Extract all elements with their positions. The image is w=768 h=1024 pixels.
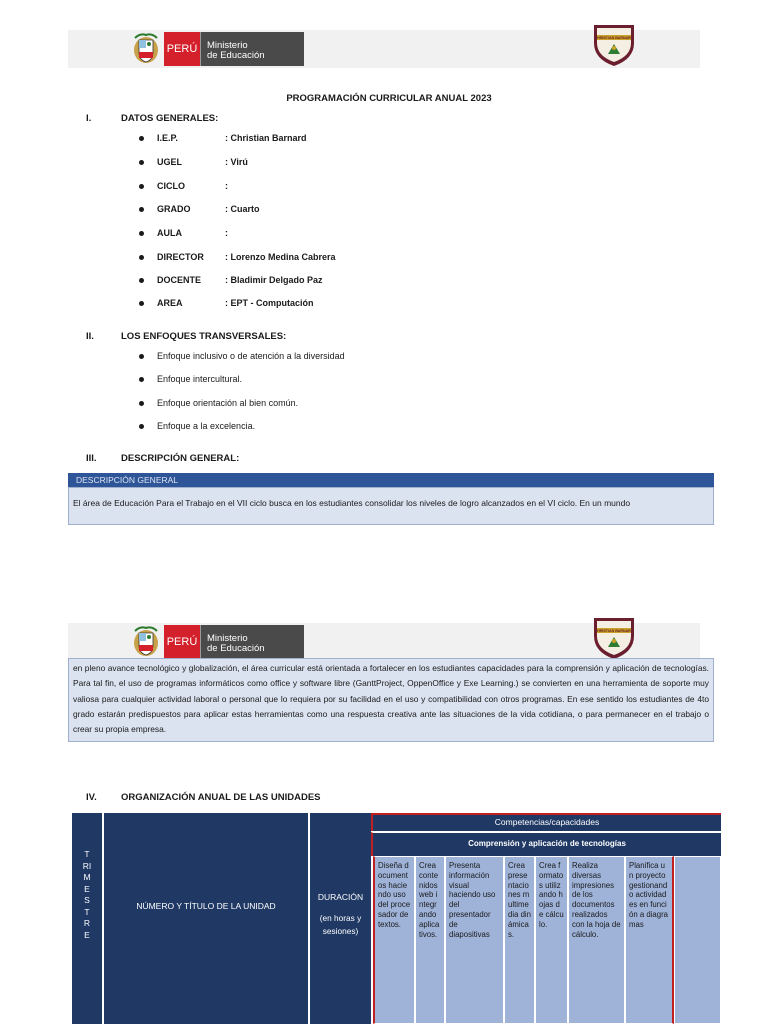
section-3-title: DESCRIPCIÓN GENERAL: — [121, 453, 240, 464]
datos-value: : — [225, 228, 228, 238]
trimestre-header: T RI M E S T R E — [72, 813, 102, 1024]
ministry-logo — [132, 625, 304, 659]
section-4-title: ORGANIZACIÓN ANUAL DE LAS UNIDADES — [121, 792, 321, 803]
ministry-line1: Ministerio — [207, 40, 248, 51]
datos-key: UGEL — [157, 157, 183, 167]
bullet-icon — [139, 184, 144, 189]
section-4-number: IV. — [86, 792, 97, 803]
descripcion-continuation: en pleno avance tecnológico y globalización, el área curricular está orientada a fortalecer en los estudiantes capacidades para la comprensión y aplicación de tecnologías. Para tal fin, el uso de programas informáticos como office y software libre (GanttProject, OppenOffice y Exe Learning.) se convierten en una herramienta de soporte muy valiosa para cualquier actividad laboral o personal que lo requiera por su facilidad en el uso y compatibilidad con otros programas. En ese sentido los estudiantes de 4to grado estarán predispuestos para aplicar estas herramientas como una respuesta creativa ante las situaciones de la vida cotidiana, o para permanecer en el trabajo o crear su propia empresa. — [68, 658, 714, 742]
capacidad-cell: Presenta información visual haciendo uso del presentador de diapositivas — [445, 856, 504, 1024]
school-crest-icon — [591, 615, 637, 661]
section-1-number: I. — [86, 113, 92, 124]
duracion-sub: (en horas y sesiones) — [319, 913, 362, 936]
competencias-header: Competencias/capacidades — [371, 813, 721, 831]
capacidad-cell: Crea presentaciones multimedia dinámicas. — [504, 856, 535, 1024]
peru-label: PERÚ — [164, 32, 200, 66]
datos-key: DOCENTE — [157, 275, 202, 285]
bullet-icon — [139, 424, 144, 429]
bullet-icon — [139, 136, 144, 141]
bullet-icon — [139, 160, 144, 165]
bullet-icon — [139, 301, 144, 306]
enfoque-text: Enfoque intercultural. — [157, 374, 243, 384]
school-crest-icon — [591, 22, 637, 68]
capacidad-cell-empty — [674, 856, 721, 1024]
enfoque-text: Enfoque a la excelencia. — [157, 421, 256, 431]
section-1-title: DATOS GENERALES: — [121, 113, 219, 124]
bullet-icon — [139, 278, 144, 283]
datos-value: : — [225, 181, 228, 191]
ministry-logo — [132, 32, 304, 66]
peru-label: PERÚ — [164, 625, 200, 659]
competencia-name: Comprensión y aplicación de tecnologías — [371, 832, 721, 856]
bullet-icon — [139, 377, 144, 382]
bullet-icon — [139, 231, 144, 236]
unidad-header-label: NÚMERO Y TÍTULO DE LA UNIDAD — [136, 901, 276, 911]
datos-key: CICLO — [157, 181, 185, 191]
bullet-icon — [139, 255, 144, 260]
enfoque-text: Enfoque inclusivo o de atención a la diversidad — [157, 351, 345, 361]
datos-value: : EPT - Computación — [225, 298, 314, 308]
ministry-line2: de Educación — [207, 50, 265, 61]
capacidad-cell: Crea contenidos web integrando aplicativos. — [415, 856, 445, 1024]
descripcion-header: DESCRIPCIÓN GENERAL — [68, 473, 714, 487]
svg-text:CHRISTIAN BARNARD: CHRISTIAN BARNARD — [594, 35, 634, 40]
capacidad-cell: Diseña documentos haciendo uso del procesador de textos. — [373, 856, 415, 1024]
unidades-table — [72, 813, 721, 1024]
ministry-line2: de Educación — [207, 643, 265, 654]
datos-value: : Virú — [225, 157, 248, 167]
datos-key: GRADO — [157, 204, 191, 214]
datos-key: DIRECTOR — [157, 252, 204, 262]
ministry-name — [200, 32, 304, 66]
enfoque-text: Enfoque orientación al bien común. — [157, 398, 299, 408]
datos-key: AREA — [157, 298, 183, 308]
peru-coat-of-arms-icon — [132, 625, 160, 659]
unidad-header — [103, 813, 308, 1024]
section-2-number: II. — [86, 331, 94, 342]
duracion-header — [309, 813, 371, 1024]
section-2-title: LOS ENFOQUES TRANSVERSALES: — [121, 331, 287, 342]
capacidad-cell: Realiza diversas impresiones de los documentos realizados con la hoja de cálculo. — [568, 856, 625, 1024]
section-3-number: III. — [86, 453, 97, 464]
datos-value: : Bladimir Delgado Paz — [225, 275, 323, 285]
ministry-line1: Ministerio — [207, 633, 248, 644]
bullet-icon — [139, 401, 144, 406]
svg-text:CHRISTIAN BARNARD: CHRISTIAN BARNARD — [594, 628, 634, 633]
peru-coat-of-arms-icon — [132, 32, 160, 66]
bullet-icon — [139, 354, 144, 359]
duracion-label: DURACIÓN — [317, 892, 364, 902]
capacidad-cell: Crea formatos utilizando hojas de cálculo. — [535, 856, 568, 1024]
descripcion-line: El área de Educación Para el Trabajo en el VII ciclo busca en los estudiantes consolidar los niveles de logro alcanzados en el VI ciclo. En un mundo — [68, 487, 714, 525]
document-title: PROGRAMACIÓN CURRICULAR ANUAL 2023 — [286, 93, 492, 104]
datos-value: : Lorenzo Medina Cabrera — [225, 252, 336, 262]
datos-value: : Christian Barnard — [225, 133, 307, 143]
datos-key: AULA — [157, 228, 182, 238]
capacidad-cell: Planifica un proyecto gestionando actividades en función a diagramas — [625, 856, 674, 1024]
ministry-name — [200, 625, 304, 659]
bullet-icon — [139, 207, 144, 212]
datos-key: I.E.P. — [157, 133, 178, 143]
datos-value: : Cuarto — [225, 204, 260, 214]
